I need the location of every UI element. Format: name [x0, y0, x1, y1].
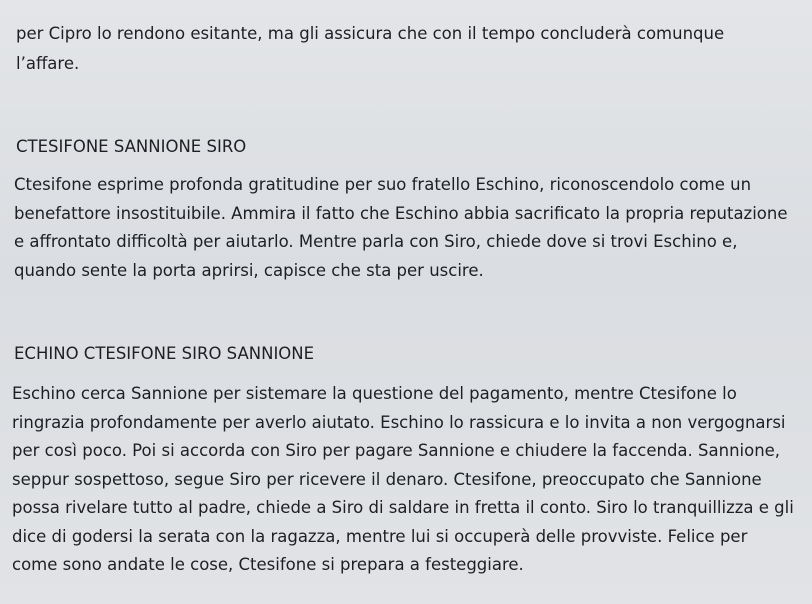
text-line: quando sente la porta aprirsi, capisce che sta per uscire. — [14, 260, 484, 280]
text-line: Ctesifone esprime profonda gratitudine per suo fratello Eschino, riconoscendolo come un — [14, 175, 752, 194]
text-line: ringrazia profondamente per averlo aiutato. Eschino lo rassicura e lo invita a non vergognarsi — [12, 412, 786, 432]
text-line: per così poco. Poi si accorda con Siro per pagare Sannione e chiudere la faccenda. Sannione, — [12, 441, 781, 460]
text-line: possa rivelare tutto al padre, chiede a Siro di saldare in fretta il conto. Siro lo tranquillizza e gli — [12, 498, 794, 517]
text-line: e affrontato difficoltà per aiutarlo. Mentre parla con Siro, chiede dove si trovi Eschino e, — [14, 232, 738, 251]
text-line: seppur sospettoso, segue Siro per ricevere il denaro. Ctesifone, preoccupato che Sannione — [12, 469, 762, 489]
text-line: Eschino cerca Sannione per sistemare la questione del pagamento, mentre Ctesifone lo — [12, 384, 737, 403]
text-line: per Cipro lo rendono esitante, ma gli assicura che con il tempo concluderà comunque — [16, 24, 725, 43]
scene2-paragraph — [12, 380, 794, 580]
scene-heading-2: ECHINO CTESIFONE SIRO SANNIONE — [14, 344, 315, 363]
text-line: dice di godersi la serata con la ragazza, mentre lui si occuperà delle provviste. Felice per — [12, 526, 748, 546]
text-line: benefattore insostituibile. Ammira il fatto che Eschino abbia sacrificato la propria reputazione — [14, 203, 788, 223]
text-line: come sono andate le cose, Ctesifone si prepara a festeggiare. — [12, 555, 524, 574]
scene1-paragraph — [14, 171, 788, 285]
text-line: l’affare. — [16, 54, 80, 73]
scene-heading-1: CTESIFONE SANNIONE SIRO — [16, 137, 247, 156]
intro-paragraph — [16, 19, 724, 79]
